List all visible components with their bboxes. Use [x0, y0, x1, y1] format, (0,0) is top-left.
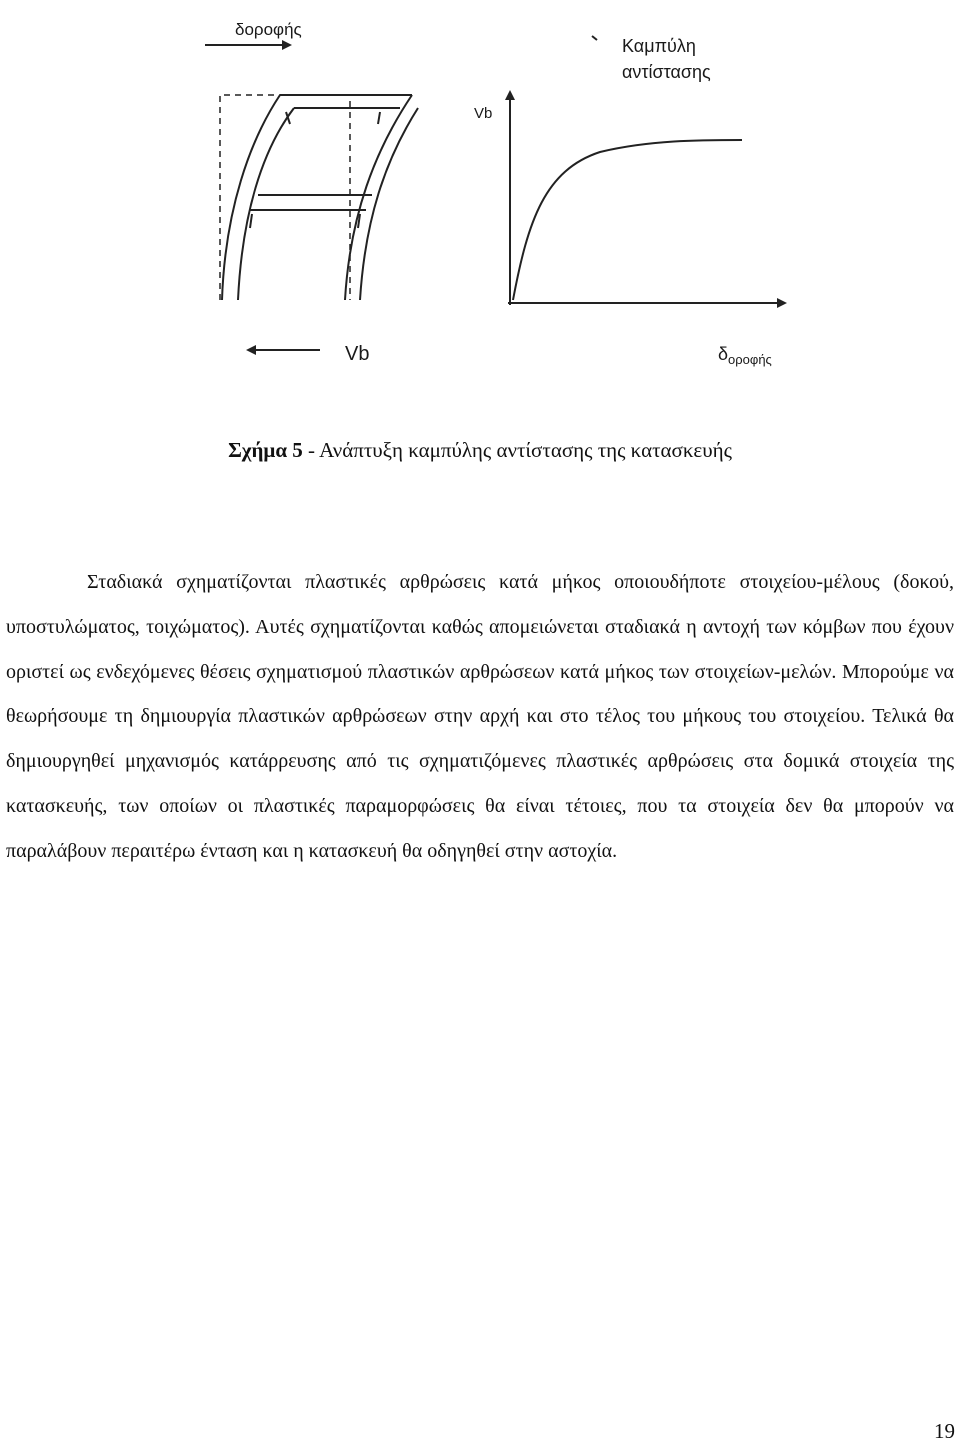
hinge-mark: [250, 214, 252, 228]
body-paragraph: Σταδιακά σχηματίζονται πλαστικές αρθρώσεις κατά μήκος οποιουδήποτε στοιχείου-μέλους (δοκού, υποστυλώματος, τοιχώματος). Αυτές σχηματίζονται καθώς απομειώνεται σταδιακά η αντοχή των κόμβων που έχουν οριστεί ως ενδεχόμενες θέσεις σχηματισμού πλαστικών αρθρώσεων κατά μήκος των στοιχείων-μελών. Μπορούμε να θεωρήσουμε τη δημιουργία πλαστικών αρθρώσεων στην αρχή και στο τέλος του μήκους του στοιχείου. Τελικά θα δημιουργηθεί μηχανισμός κατάρρευσης από τις σχηματιζόμενες πλαστικές αρθρώσεις στα δομικά στοιχεία της κατασκευής, των οποίων οι πλαστικές παραμορφώσεις θα είναι τέτοιες, που τα στοιχεία δεν θα μπορούν να παραλάβουν περαιτέρω ένταση και η κατασκευή θα οδηγηθεί στην αστοχία.: [6, 571, 954, 862]
body-text: [6, 560, 954, 874]
curve-title-line2: αντίστασης: [622, 62, 711, 82]
pushover-figure: [0, 0, 960, 400]
x-axis-label-sub: οροφής: [728, 352, 772, 367]
page-number: 19: [934, 1419, 955, 1443]
figure-caption: [0, 432, 960, 468]
curve-title-line1: Καμπύλη: [622, 36, 696, 56]
hinge-mark: [378, 112, 380, 124]
deformed-frame: [220, 95, 418, 300]
resistance-curve: [513, 140, 742, 300]
curve-title-pointer: [592, 36, 597, 40]
x-axis-label-main: δ: [718, 344, 729, 364]
right-column-inner: [360, 108, 418, 300]
x-axis-label: [718, 344, 772, 367]
left-column-inner: [238, 108, 294, 300]
left-column: [222, 95, 280, 300]
base-shear-label: Vb: [345, 343, 370, 365]
caption-text: - Ανάπτυξη καμπύλης αντίστασης της κατασκευής: [302, 438, 732, 462]
frame-top-label: δοροφής: [235, 20, 302, 39]
right-column: [345, 95, 412, 300]
caption-label: Σχήμα 5: [228, 438, 303, 462]
y-axis-label: Vb: [474, 105, 493, 122]
